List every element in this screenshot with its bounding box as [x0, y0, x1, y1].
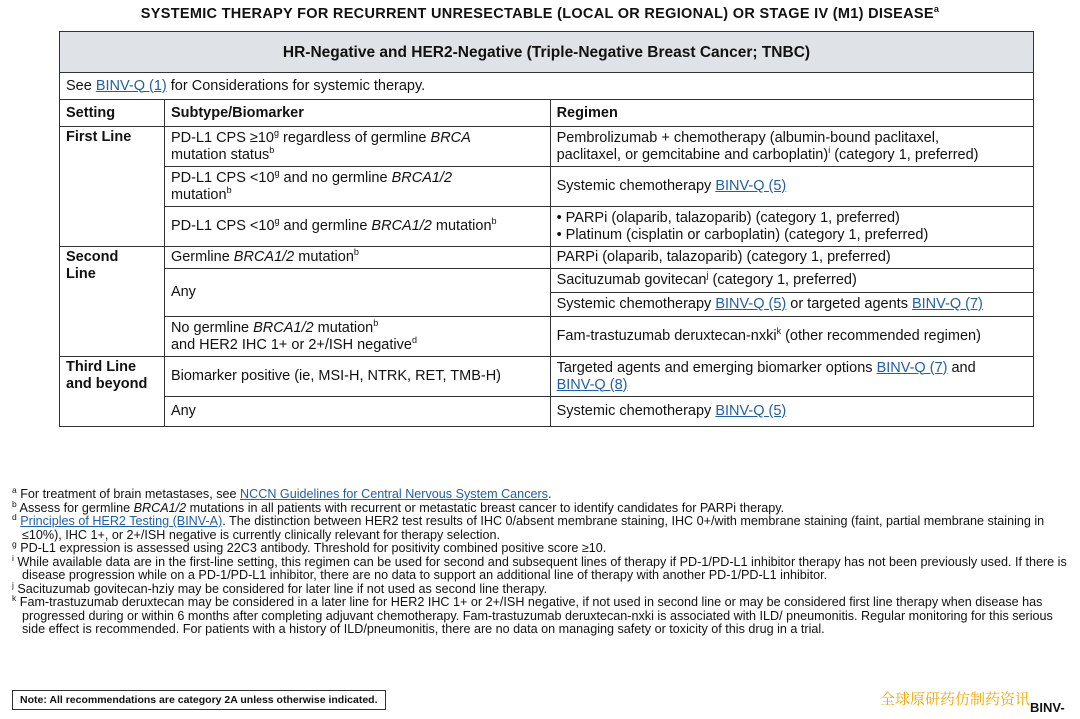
table-row: [60, 317, 1034, 357]
table-row: [60, 269, 1034, 293]
table-row: [60, 397, 1034, 427]
regimen-cell: Systemic chemotherapy BINV-Q (5) or targeted agents BINV-Q (7): [550, 293, 1033, 317]
col-subtype: Subtype/Biomarker: [164, 100, 550, 127]
binv-q5-link[interactable]: BINV-Q (5): [715, 403, 787, 419]
footnote-b: $^b$ Assess for germline BRCA1/2 mutations in all patients with recurrent or metastatic breast cancer to identify candidates for PARPi therapy.: [12, 498, 785, 515]
table-row: [60, 357, 1034, 397]
therapy-table: [59, 31, 1034, 427]
page-code: BINV-: [1030, 700, 1065, 715]
table-row: [60, 207, 1034, 247]
considerations-row: See BINV-Q (1) for Considerations for systemic therapy.: [60, 73, 1034, 100]
subtype-cell: Germline BRCA1/2 mutation$^b$: [164, 247, 550, 269]
col-setting: Setting: [60, 100, 165, 127]
footnote-i: $^i$ While available data are in the first-line setting, this regimen can be used for second and subsequent lines of therapy if PD-1/PD-L1 inhibitor therapy has not been previously used. If there is disease progression while on a PD-1/PD-L1 inhibitor, there are no data to support an additional line of therapy with another PD-1/PD-L1 inhibitor.: [12, 552, 1067, 582]
subtype-cell: Any: [164, 269, 550, 317]
setting-third-line: Third Line and beyond: [60, 357, 165, 427]
table-row: [60, 167, 1034, 207]
binv-q7-link[interactable]: BINV-Q (7): [876, 359, 948, 376]
regimen-cell: • PARPi (olaparib, talazoparib) (category 1, preferred) • Platinum (cisplatin or carboplatin) (category 1, preferred): [550, 207, 1033, 247]
footnote-j: $^j$ Sacituzumab govitecan-hziy may be considered for later line if not used as second line therapy.: [12, 579, 548, 596]
setting-first-line: First Line: [60, 127, 165, 247]
binv-q1-link[interactable]: BINV-Q (1): [95, 77, 167, 94]
subtype-cell: PD-L1 CPS $<10^g$ and germline BRCA1/2 mutation$^b$: [164, 207, 550, 247]
footnote-g: $^g$ PD-L1 expression is assessed using 22C3 antibody. Threshold for positivity combined positive score ≥10.: [12, 538, 607, 555]
her2-testing-link[interactable]: Principles of HER2 Testing (BINV-A): [20, 514, 223, 528]
regimen-cell: Systemic chemotherapy BINV-Q (5): [550, 167, 1033, 207]
binv-q5-link[interactable]: BINV-Q (5): [715, 296, 787, 312]
table-header: HR-Negative and HER2-Negative (Triple-Negative Breast Cancer; TNBC): [60, 32, 1034, 73]
watermark: 全球原研药仿制药资讯: [880, 691, 1031, 708]
subtype-cell: Any: [164, 397, 550, 427]
subtype-cell: No germline BRCA1/2 mutation$^b$ and HER2 IHC 1+ or 2+/ISH negative$^d$: [164, 317, 550, 357]
table-row: [60, 127, 1034, 167]
setting-second-line: Second Line: [60, 247, 165, 357]
regimen-cell: Sacituzumab govitecan$^j$ (category 1, preferred): [550, 269, 1033, 293]
regimen-cell: Systemic chemotherapy BINV-Q (5): [550, 397, 1033, 427]
footnote-k: $^k$ Fam-trastuzumab deruxtecan may be considered in a later line for HER2 IHC 1+ or 2+/ISH negative, if not used in second line or may be considered first line therapy when disease has progressed during or within 6 months after completing adjuvant chemotherapy. Fam-trastuzumab deruxtecan-nxki is associated with ILD/ pneumonitis. Regular monitoring for this serious side effect is recommended. For patients with a history of ILD/pneumonitis, there are no data on managing safety or toxicity of this drug in a trial.: [12, 592, 1053, 636]
subtype-cell: PD-L1 CPS $\ge 10^g$ regardless of germline BRCA mutation status$^b$: [164, 127, 550, 167]
col-regimen: Regimen: [550, 100, 1033, 127]
subtype-cell: PD-L1 CPS $<10^g$ and no germline BRCA1/2 mutation$^b$: [164, 167, 550, 207]
page-title: SYSTEMIC THERAPY FOR RECURRENT UNRESECTABLE (LOCAL OR REGIONAL) OR STAGE IV (M1) DISEASE$^a$: [140, 4, 940, 22]
regimen-cell: PARPi (olaparib, talazoparib) (category 1, preferred): [550, 247, 1033, 269]
regimen-cell: Pembrolizumab + chemotherapy (albumin-bound paclitaxel, paclitaxel, or gemcitabine and carboplatin)$^i$ (category 1, preferred): [550, 127, 1033, 167]
footnote-a: $^a$ For treatment of brain metastases, see NCCN Guidelines for Central Nervous System Cancers.: [12, 484, 552, 501]
binv-q8-link[interactable]: BINV-Q (8): [556, 376, 628, 393]
binv-q7-link[interactable]: BINV-Q (7): [911, 296, 983, 312]
cns-guidelines-link[interactable]: NCCN Guidelines for Central Nervous System Cancers: [240, 487, 548, 501]
regimen-cell: Targeted agents and emerging biomarker options BINV-Q (7) and BINV-Q (8): [550, 357, 1033, 397]
category-note: Note: All recommendations are category 2A unless otherwise indicated.: [12, 690, 386, 710]
regimen-cell: Fam-trastuzumab deruxtecan-nxki$^k$ (other recommended regimen): [550, 317, 1033, 357]
table-row: [60, 247, 1034, 269]
subtype-cell: Biomarker positive (ie, MSI-H, NTRK, RET, TMB-H): [164, 357, 550, 397]
footnotes: [12, 484, 1074, 637]
binv-q5-link[interactable]: BINV-Q (5): [715, 178, 787, 194]
column-headers: [60, 100, 1034, 127]
footnote-d: $^d$ Principles of HER2 Testing (BINV-A). The distinction between HER2 test results of IHC 0/absent membrane staining, IHC 0+/with membrane staining (faint, partial membrane staining in ≤10%), IHC 1+, or 2+/ISH negative is currently clinically relevant for therapy selection.: [12, 511, 1045, 542]
